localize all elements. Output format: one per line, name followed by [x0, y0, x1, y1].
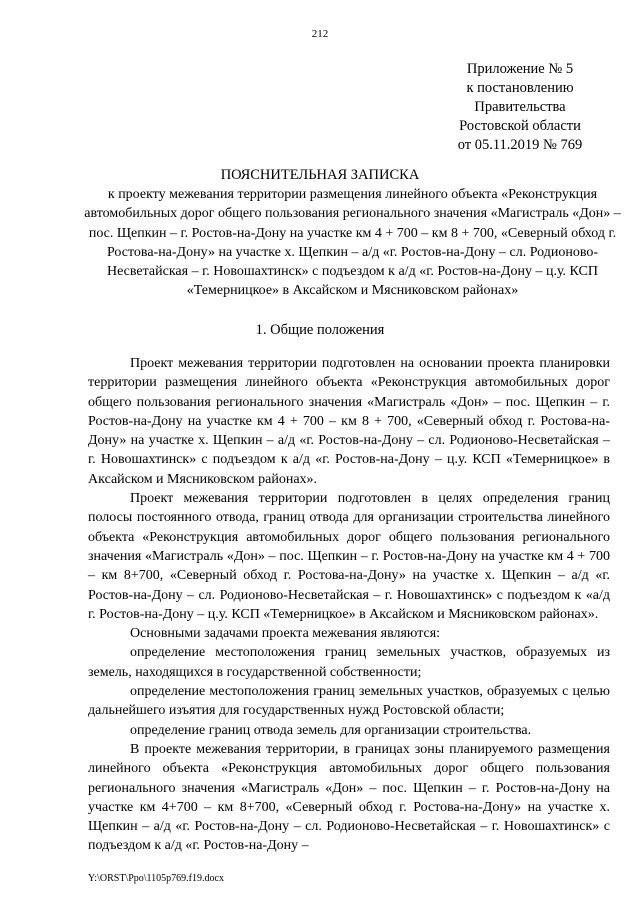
appendix-block	[430, 60, 610, 155]
paragraph: определение местоположения границ земельных участков, образуемых с целью дальнейшего изъятия для государственных нужд Ростовской области;	[88, 684, 610, 719]
paragraph: Основными задачами проекта межевания являются:	[130, 626, 441, 642]
paragraph: Проект межевания территории подготовлен в целях определения границ полосы постоянного отвода, границ отвода для организации строительства линейного объекта «Реконструкция автомобильных дорог общего пользования регионального значения «Магистраль «Дон» – пос. Щепкин – г. Ростов-на-Дону на участке км 4 + 700 – км 8+700, «Северный обход г. Ростова-на-Дону» на участке х. Щепкин – а/д «г. Ростов-на-Дону – сл. Родионово-Несветайская – г. Новошахтинск» с подъездом к «а/д г. Ростов-на-Дону – ц.у. КСП «Темерницкое» в Аксайском и Мясниковском районах».	[88, 491, 610, 622]
page-number: 212	[311, 28, 329, 40]
appendix-line: к постановлению	[466, 80, 574, 96]
document-body	[88, 354, 610, 856]
appendix-line: Приложение № 5	[466, 61, 574, 77]
appendix-line: Ростовской области	[459, 118, 581, 134]
paragraph: определение местоположения границ земельных участков, образуемых из земель, находящихся в государственной собственности;	[88, 645, 610, 680]
document-title: ПОЯСНИТЕЛЬНАЯ ЗАПИСКА	[220, 167, 420, 183]
document-subtitle: к проекту межевания территории размещения линейного объекта «Реконструкция автомобильных дорог общего пользования регионального значения «Магистраль «Дон» – пос. Щепкин – г. Ростов-на-Дону на участке км 4 + 700 – км 8 + 700, «Северный обход г. Ростова-на-Дону» на участке х. Щепкин – а/д «г. Ростов-на-Дону – сл. Родионово-Несветайская – г. Новошахтинск» с подъездом к а/д «г. Ростов-на-Дону – ц.у. КСП «Темерницкое» в Аксайском и Мясниковском районах»	[84, 187, 621, 299]
paragraph: В проекте межевания территории, в границах зоны планируемого размещения линейного объекта «Реконструкция автомобильных дорог общего пользования регионального значения «Магистраль «Дон» – пос. Щепкин – г. Ростов-на-Дону на участке км 4+700 – км 8+700, «Северный обход г. Ростова-на-Дону» на участке х. Щепкин – а/д «г. Ростов-на-Дону – сл. Родионово-Несветайская – г. Новошахтинск» с подъездом к а/д «г. Ростов-на-Дону –	[88, 741, 610, 854]
section-heading: 1. Общие положения	[255, 322, 385, 338]
paragraph: определение границ отвода земель для организации строительства.	[130, 722, 532, 738]
footer-file-path: Y:\ORST\Ppo\1105p769.f19.docx	[88, 873, 224, 884]
appendix-line: Правительства	[474, 99, 566, 115]
appendix-line: от 05.11.2019 № 769	[457, 137, 583, 153]
paragraph: Проект межевания территории подготовлен на основании проекта планировки территории размещения линейного объекта «Реконструкция автомобильных дорог общего пользования регионального значения «Магистраль «Дон» – пос. Щепкин – г. Ростов-на-Дону на участке км 4 + 700 – км 8 + 700, «Северный обход г. Ростова-на-Дону» на участке х. Щепкин – а/д «г. Ростов-на-Дону – сл. Родионово-Несветайская – г. Новошахтинск» с подъездом к а/д «г. Ростов-на-Дону – ц.у. КСП «Темерницкое» в Аксайском и Мясниковском районах».	[88, 356, 610, 487]
